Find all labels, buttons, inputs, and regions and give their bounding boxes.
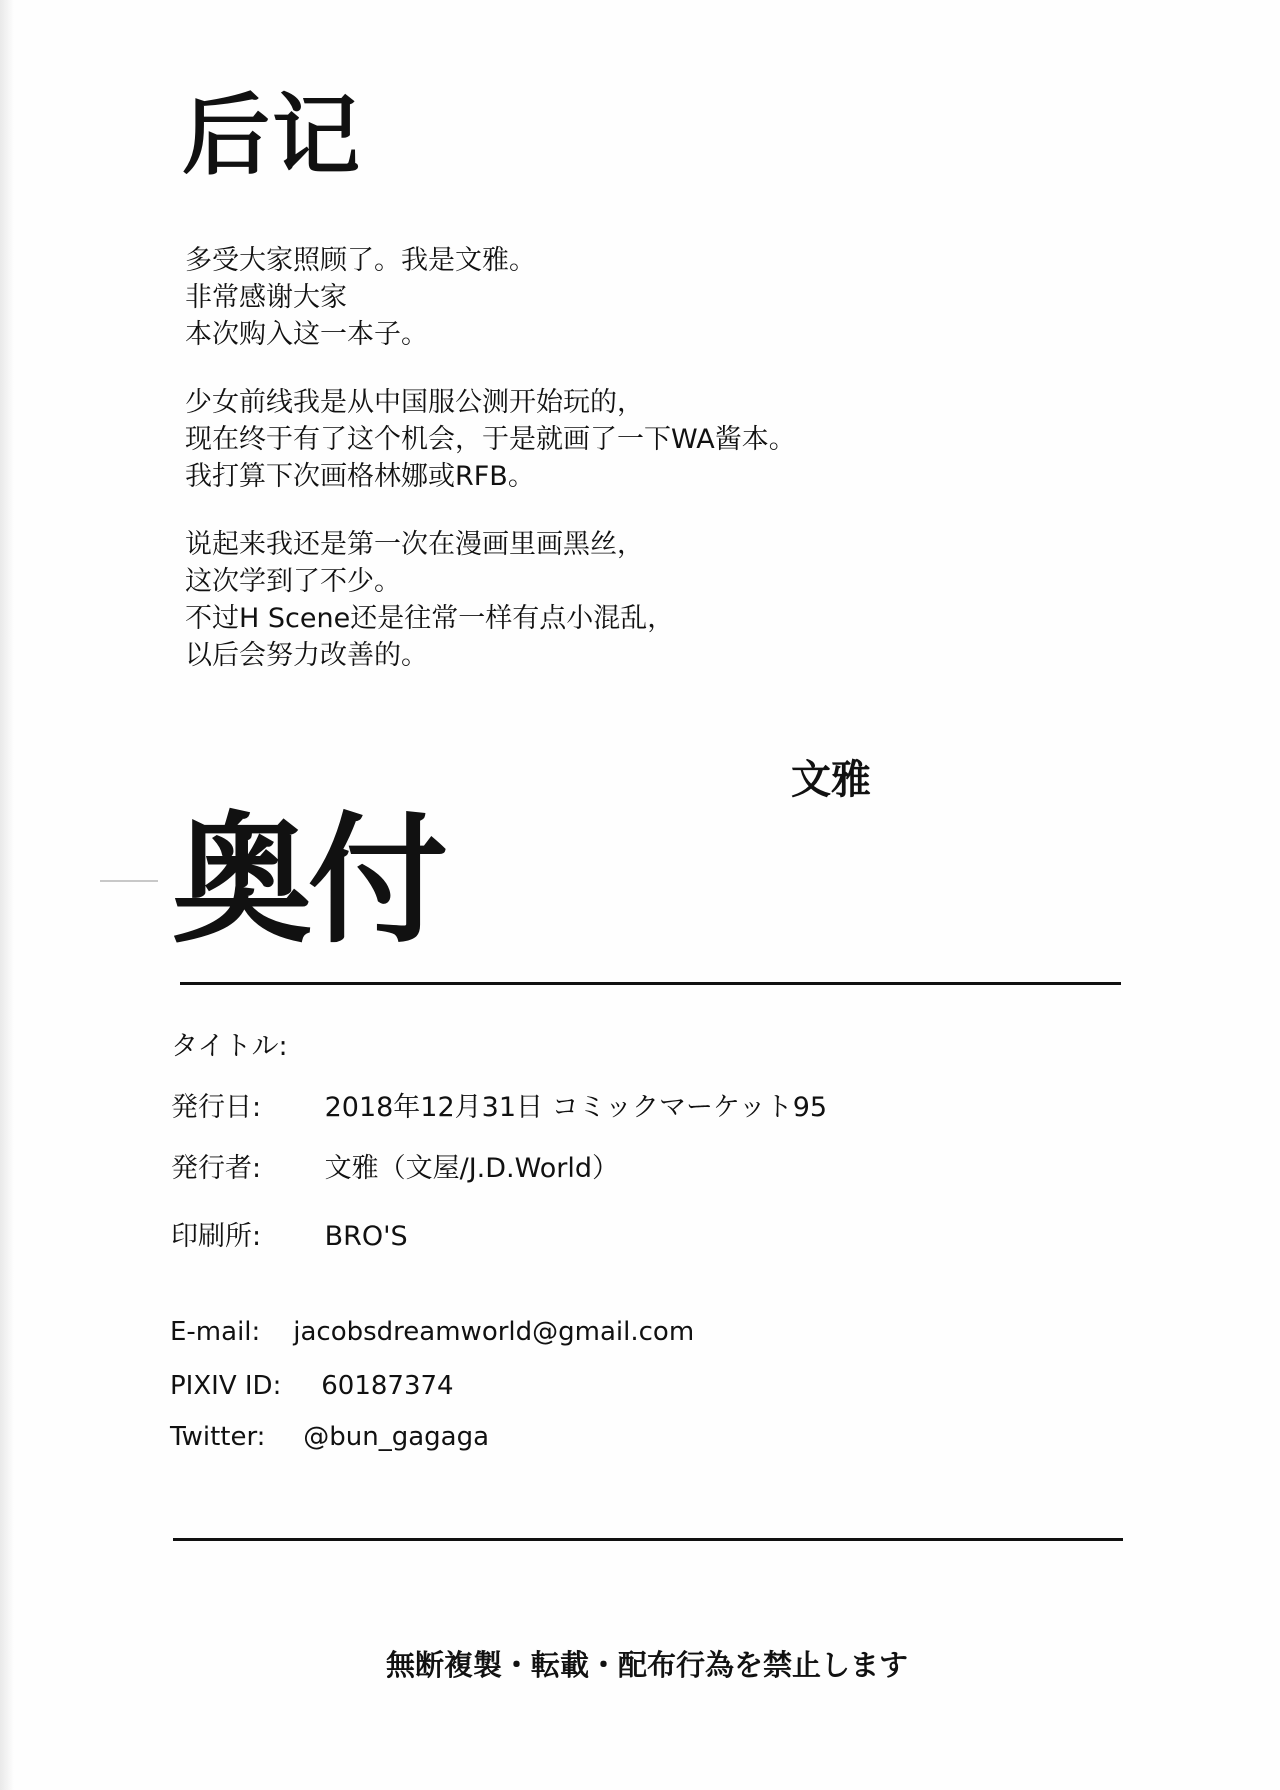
colophon-publisher-row [171,1155,619,1182]
date-value: 2018年12月31日 コミックマーケット95 [324,1092,828,1123]
afterword-line: 现在终于有了这个机会，于是就画了一下WA酱本。 [185,424,796,455]
divider-top [180,982,1121,985]
colophon-printer-row [171,1223,408,1250]
publisher-label: 発行者: [171,1153,262,1184]
afterword-line: 少女前线我是从中国服公测开始玩的， [185,387,644,418]
afterword-line: 不过H Scene还是往常一样有点小混乱， [185,603,675,634]
pixiv-row [170,1373,454,1399]
date-label: 発行日: [171,1092,262,1123]
afterword-line: 多受大家照顾了。我是文雅。 [185,245,536,276]
printer-value: BRO'S [324,1221,408,1252]
email-value: jacobsdreamworld@gmail.com [293,1317,695,1347]
twitter-value: @bun_gagaga [303,1422,490,1452]
scan-shadow-edge [0,0,14,1790]
colophon-title-row [171,1033,316,1060]
pixiv-value: 60187374 [321,1371,454,1401]
afterword-line: 这次学到了不少。 [185,566,401,597]
afterword-paragraph-3 [185,526,985,674]
colophon-date-row [171,1094,827,1121]
afterword-title: 后记 [182,84,363,187]
colophon-title: 奥付 [172,800,445,963]
afterword-line: 以后会努力改善的。 [185,640,428,671]
scan-mark [100,880,158,882]
afterword-body [185,242,985,705]
divider-bottom [173,1538,1123,1541]
afterword-line: 非常感谢大家 [185,282,347,313]
twitter-label: Twitter: [170,1422,266,1452]
title-label: タイトル: [171,1031,288,1062]
email-row [170,1319,694,1345]
afterword-line: 本次购入这一本子。 [185,319,428,350]
publisher-value: 文雅（文屋/J.D.World） [324,1153,619,1184]
afterword-paragraph-1 [185,242,985,353]
twitter-row [170,1424,489,1450]
printer-label: 印刷所: [171,1221,262,1252]
copyright-notice: 無断複製・転載・配布行為を禁止します [386,1648,909,1682]
afterword-line: 说起来我还是第一次在漫画里画黑丝， [185,529,644,560]
author-signature: 文雅 [791,757,871,803]
afterword-paragraph-2 [185,384,985,495]
pixiv-label: PIXIV ID: [170,1371,282,1401]
email-label: E-mail: [170,1317,261,1347]
afterword-line: 我打算下次画格林娜或RFB。 [185,461,535,492]
